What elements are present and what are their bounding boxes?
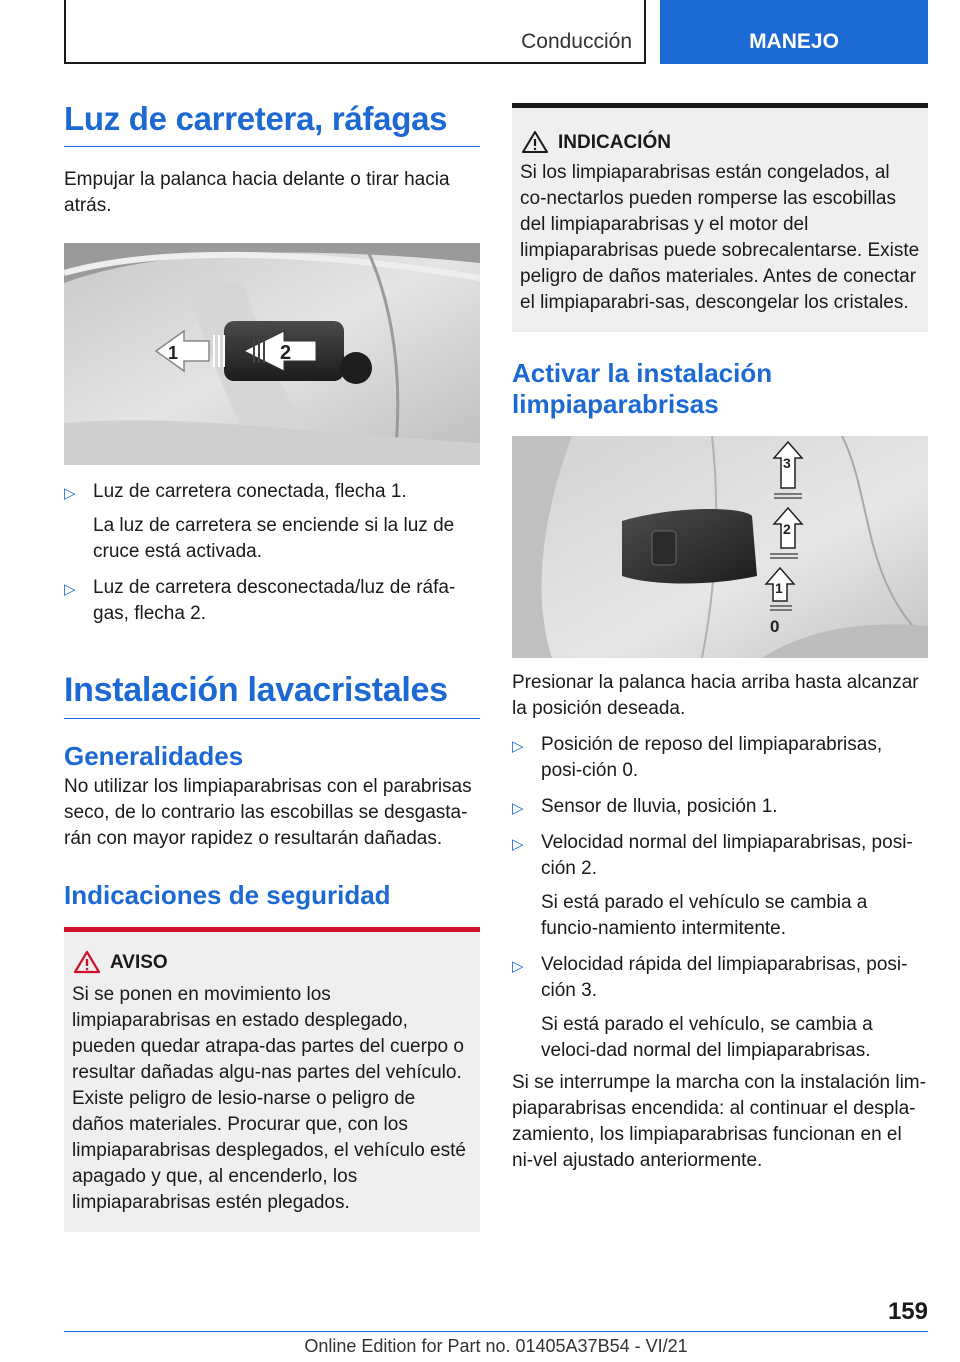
list-item [512,952,928,1064]
notice-text: Si los limpiaparabrisas están congelados, al co‐nectarlos pueden romperse las escobillas del limpiaparabrisas y el motor del limpiaparabrisas puede sobrecalentarse. Existe peligro de daños materiales. Antes de conectar el limpiaparabri‐sas, descongelar los cristales. [520,162,920,313]
right-column [512,100,928,1174]
heading-general: Generalidades [64,741,244,771]
left-column [64,100,480,1232]
triangle-right-icon: ▷ [512,800,524,817]
list-item [64,575,480,627]
position-label-1: 1 [775,580,783,596]
bullet-text: Sensor de lluvia, posición 1. [541,796,778,817]
triangle-right-icon: ▷ [512,836,524,853]
triangle-right-icon: ▷ [64,485,76,502]
warning-box [64,932,480,1232]
wiper-positions-bullets [512,732,928,1064]
bullet-text: Posición de reposo del limpiaparabrisas, posi‐ción 0. [541,734,883,781]
list-item [512,794,928,820]
general-text: No utilizar los limpiaparabrisas con el parabrisas seco, de lo contrario las escobillas se desgasta‐rán con mayor rapidez o resultarán dañadas. [64,776,472,849]
triangle-right-icon: ▷ [512,738,524,755]
warning-text: Si se ponen en movimiento los limpiaparabrisas en estado desplegado, pueden quedar atrapa‐das partes del cuerpo o resultar dañadas algu‐nas partes del vehículo. Existe peligro de lesio‐narse o peligro de daños materiales. Procurar que, con los limpiaparabrisas desplegados, el vehículo esté apagado y que, al encenderlo, los limpiaparabrisas estén plegados. [72,984,466,1213]
warning-triangle-icon [522,130,548,159]
heading-high-beam: Luz de carretera, ráfagas [64,100,480,147]
bullet-subtext: Si está parado el vehículo se cambia a funcio‐namiento intermitente. [541,892,868,939]
arrow-label-2: 2 [280,342,292,364]
edition-footer: Online Edition for Part no. 01405A37B54 - VI/21 [304,1336,688,1356]
wiper-lever-illustration [512,436,928,658]
wiper-intro: Presionar la palanca hacia arriba hasta alcanzar la posición deseada. [512,672,919,719]
page-number: 159 [887,1298,928,1325]
warning-triangle-icon [74,950,100,979]
bullet-text: Velocidad rápida del limpiaparabrisas, posi‐ción 3. [541,954,908,1001]
figure-wiper-lever [512,436,928,658]
list-item [512,830,928,942]
list-item [64,479,480,565]
list-item [512,732,928,784]
high-beam-intro: Empujar la palanca hacia delante o tirar hacia atrás. [64,169,450,216]
position-label-0: 0 [770,617,780,636]
header-section-box [64,0,646,64]
wiper-closing-text: Si se interrumpe la marcha con la instalación lim‐piaparabrisas encendida: al continuar el despla‐zamiento, los limpiaparabrisas funcionan en el ni‐vel ajustado anteriormente. [512,1072,926,1171]
header-section-title: Conducción [521,30,632,53]
high-beam-bullets [64,479,480,627]
notice-title: INDICACIÓN [558,132,671,153]
position-label-3: 3 [783,455,791,471]
bullet-text: Velocidad normal del limpiaparabrisas, posi‐ción 2. [541,832,913,879]
bullet-subtext: La luz de carretera se enciende si la luz de cruce está activada. [93,515,455,562]
heading-washer-system: Instalación lavacristales [64,671,480,719]
notice-box [512,108,928,332]
figure-high-beam-lever [64,243,480,465]
position-label-2: 2 [783,521,791,537]
heading-safety: Indicaciones de seguridad [64,880,391,910]
triangle-right-icon: ▷ [64,581,76,598]
warning-title: AVISO [110,952,168,973]
lever-illustration [64,243,480,465]
arrow-label-1: 1 [168,343,179,363]
bullet-text: Luz de carretera desconectada/luz de ráfa‐gas, flecha 2. [93,577,456,624]
heading-activate-wipers: Activar la instalación limpiaparabrisas [512,358,773,419]
triangle-right-icon: ▷ [512,958,524,975]
bullet-subtext: Si está parado el vehículo, se cambia a veloci‐dad normal del limpiaparabrisas. [541,1014,873,1061]
header-chapter-tab: MANEJO [660,0,928,64]
footer-divider [64,1331,928,1332]
bullet-text: Luz de carretera conectada, flecha 1. [93,481,407,502]
